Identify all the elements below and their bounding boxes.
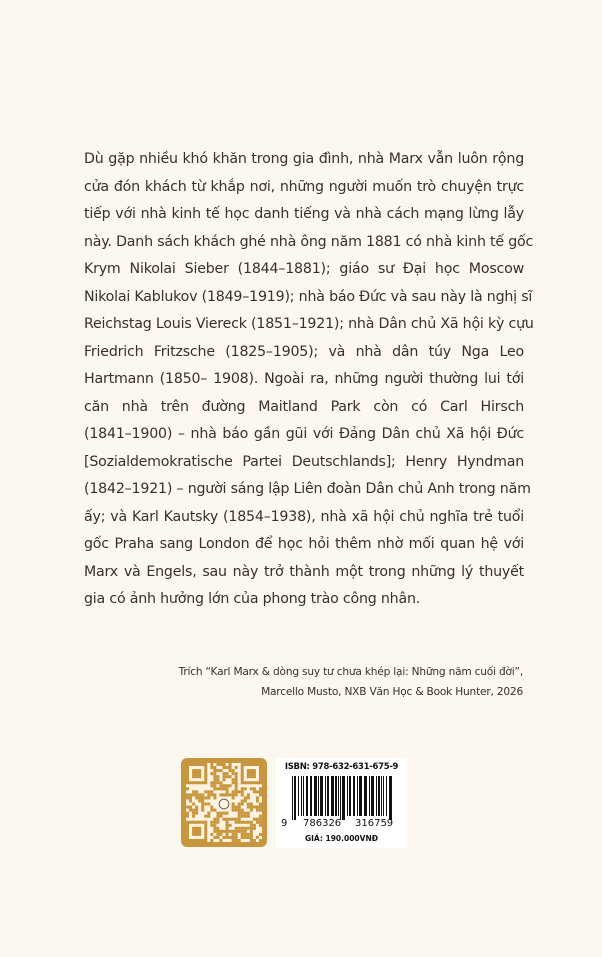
paragraph-line: Krym Nikolai Sieber (1844–1881); giáo sư Đại học Moscow <box>84 261 524 277</box>
barcode-icon <box>292 776 392 820</box>
paragraph-line: ấy; và Karl Kautsky (1854–1938), nhà xã hội chủ nghĩa trẻ tuổi <box>84 508 524 525</box>
paragraph-line: Friedrich Fritzsche (1825–1905); và nhà dân túy Nga Leo <box>84 343 524 360</box>
paragraph-line: (1842–1921) – người sáng lập Liên đoàn Dân chủ Anh trong năm <box>84 481 531 497</box>
citation-line-1: Trích “Karl Marx & dòng suy tư chưa khép lại: Những năm cuối đời”, <box>178 666 523 678</box>
price-text: GIÁ: 190.000VNĐ <box>304 834 379 843</box>
paragraph-line: căn nhà trên đường Maitland Park còn có Carl Hirsch <box>84 398 524 415</box>
paragraph-line: Dù gặp nhiều khó khăn trong gia đình, nhà Marx vẫn luôn rộng <box>84 151 524 167</box>
paragraph-line: [Sozialdemokratische Partei Deutschlands]; Henry Hyndman <box>84 453 524 470</box>
paragraph-line: Reichstag Louis Viereck (1851–1921); nhà Dân chủ Xã hội kỳ cựu <box>84 316 534 332</box>
barcode-digits-group1: 786326 <box>303 818 342 829</box>
paragraph-line: Hartmann (1850– 1908). Ngoài ra, những người thường lui tới <box>84 371 524 387</box>
paragraph-line: (1841–1900) – nhà báo gần gũi với Đảng Dân chủ Xã hội Đức <box>84 426 524 442</box>
citation-line-2: Marcello Musto, NXB Văn Học & Book Hunter, 2026 <box>261 686 523 698</box>
paragraph-line: Nikolai Kablukov (1849–1919); nhà báo Đức và sau này là nghị sĩ <box>84 288 533 305</box>
paragraph-line: tiếp với nhà kinh tế học danh tiếng và nhà cách mạng lừng lẫy <box>84 206 524 222</box>
paragraph-line: này. Danh sách khách ghé nhà ông năm 1881 có nhà kinh tế gốc <box>84 233 534 250</box>
barcode-digits-group2: 316759 <box>355 818 394 829</box>
qr-code <box>181 758 267 847</box>
body-paragraph <box>84 146 534 614</box>
paragraph-line: Marx và Engels, sau này trở thành một trong những lý thuyết <box>84 563 524 580</box>
paragraph-line: gia có ảnh hưởng lớn của phong trào công nhân. <box>84 591 421 607</box>
barcode-digit-first: 9 <box>281 818 288 829</box>
paragraph-line: gốc Praha sang London để học hỏi thêm nhờ mối quan hệ với <box>84 536 524 552</box>
citation <box>179 662 523 702</box>
qr-code-icon <box>186 763 262 842</box>
isbn-text: ISBN: 978-632-631-675-9 <box>284 762 399 772</box>
paragraph-line: cửa đón khách từ khắp nơi, những người muốn trò chuyện trực <box>84 178 524 195</box>
barcode-label <box>276 758 407 848</box>
